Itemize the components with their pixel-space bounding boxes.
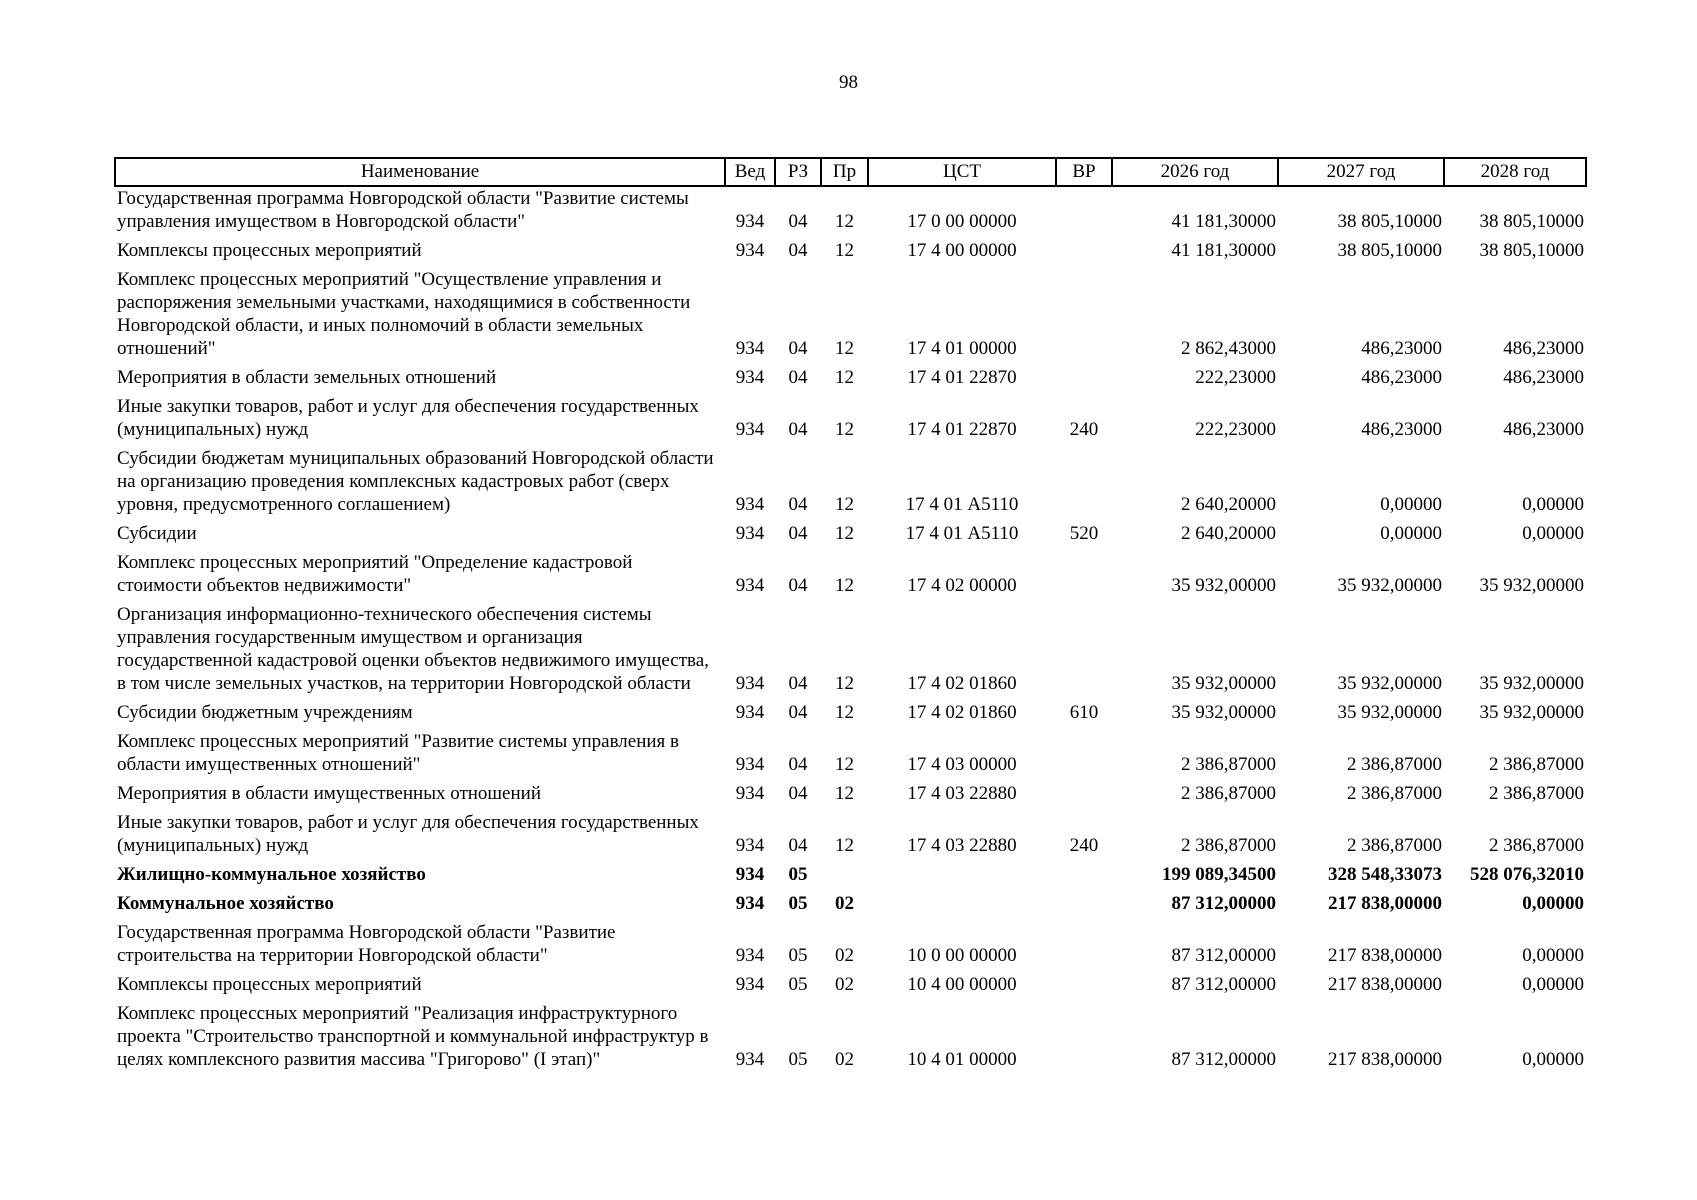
row-pr: 12: [835, 523, 854, 544]
header-2026: 2026 год: [1112, 158, 1278, 186]
row-2028: 486,23000: [1503, 367, 1584, 388]
header-ved: Вед: [725, 158, 775, 186]
table-row: [115, 447, 1586, 522]
row-2027: 486,23000: [1361, 419, 1442, 440]
row-2026: 2 862,43000: [1181, 338, 1276, 359]
row-name: Государственная программа Новгородской области "Развитие системы управления имуществом в Новгородской области": [117, 188, 689, 232]
row-ved: 934: [735, 494, 765, 515]
row-ved: 934: [735, 835, 765, 856]
table-row: [115, 782, 1586, 811]
row-pr: 12: [835, 673, 854, 694]
header-rz: РЗ: [775, 158, 821, 186]
table-row: [115, 186, 1586, 239]
row-2027: 38 805,10000: [1337, 240, 1442, 261]
row-2027: 486,23000: [1361, 338, 1442, 359]
page-number: 98: [839, 72, 858, 93]
row-2027: 217 838,00000: [1328, 974, 1442, 995]
row-name: Государственная программа Новгородской области "Развитие строительства на территории Новгородской области": [117, 922, 616, 966]
row-vr: [1056, 730, 1112, 782]
row-vr: 610: [1069, 702, 1099, 723]
row-2028: 486,23000: [1503, 338, 1584, 359]
row-cst: 17 4 03 22880: [907, 835, 1017, 856]
row-pr: 12: [835, 338, 854, 359]
row-ved: 934: [735, 367, 765, 388]
table-row: [115, 551, 1586, 603]
row-2027: 35 932,00000: [1337, 673, 1442, 694]
row-cst: 17 0 00 00000: [907, 211, 1017, 232]
row-pr: 12: [835, 783, 854, 804]
row-ved: 934: [735, 338, 765, 359]
row-2026: 35 932,00000: [1171, 673, 1276, 694]
row-vr: [1056, 603, 1112, 701]
row-name: Иные закупки товаров, работ и услуг для обеспечения государственных (муниципальных) нужд: [117, 396, 699, 440]
row-ved: 934: [735, 974, 765, 995]
row-rz: 04: [788, 575, 808, 596]
row-2028: 35 932,00000: [1479, 575, 1584, 596]
row-name: Жилищно-коммунальное хозяйство: [117, 864, 426, 885]
row-2027: 217 838,00000: [1328, 1049, 1442, 1070]
row-cst: 17 4 01 А5110: [905, 494, 1019, 515]
header-name: Наименование: [115, 158, 725, 186]
row-2027: 217 838,00000: [1328, 893, 1442, 914]
table-row: [115, 863, 1586, 892]
row-cst: 17 4 01 А5110: [905, 523, 1019, 544]
row-2026: 222,23000: [1195, 367, 1276, 388]
row-name: Коммунальное хозяйство: [117, 893, 334, 914]
row-pr: 02: [835, 974, 854, 995]
table-body: [115, 186, 1586, 1077]
row-2026: 35 932,00000: [1171, 702, 1276, 723]
row-2028: 2 386,87000: [1489, 754, 1584, 775]
row-name: Субсидии: [117, 523, 197, 544]
row-rz: 04: [788, 494, 808, 515]
row-ved: 934: [735, 523, 765, 544]
row-rz: 04: [788, 523, 808, 544]
row-vr: 240: [1069, 835, 1099, 856]
row-2028: 0,00000: [1522, 945, 1584, 966]
row-cst: 10 4 00 00000: [907, 974, 1017, 995]
row-pr: 12: [835, 211, 854, 232]
row-2028: 0,00000: [1522, 893, 1584, 914]
row-vr: 520: [1069, 523, 1099, 544]
row-rz: 05: [788, 893, 808, 914]
row-2027: 217 838,00000: [1328, 945, 1442, 966]
row-name: Организация информационно-технического обеспечения системы управления государственным имуществом и организация государственной кадастровой оценки объектов недвижимого имущества, в том числе земельных участков, на территории Новгородской области: [117, 604, 709, 694]
row-rz: 04: [788, 835, 808, 856]
row-vr: [1056, 447, 1112, 522]
row-2028: 486,23000: [1503, 419, 1584, 440]
row-ved: 934: [735, 673, 765, 694]
row-2026: 87 312,00000: [1171, 974, 1276, 995]
row-ved: 934: [735, 211, 765, 232]
row-pr: 12: [835, 702, 854, 723]
table-row: [115, 973, 1586, 1002]
row-2026: 87 312,00000: [1171, 945, 1276, 966]
row-rz: 04: [788, 754, 808, 775]
table-row: [115, 522, 1586, 551]
row-ved: 934: [735, 864, 765, 885]
row-pr: 12: [835, 575, 854, 596]
row-cst: 17 4 03 00000: [907, 754, 1017, 775]
header-vr: ВР: [1056, 158, 1112, 186]
row-ved: 934: [735, 945, 765, 966]
row-pr: 02: [835, 945, 854, 966]
header-2027: 2027 год: [1278, 158, 1444, 186]
row-2027: 2 386,87000: [1347, 754, 1442, 775]
row-ved: 934: [735, 754, 765, 775]
row-2028: 38 805,10000: [1479, 211, 1584, 232]
header-cst: ЦСТ: [868, 158, 1056, 186]
row-cst: 17 4 02 01860: [907, 702, 1017, 723]
row-2027: 35 932,00000: [1337, 702, 1442, 723]
row-vr: 240: [1069, 419, 1099, 440]
row-2027: 2 386,87000: [1347, 783, 1442, 804]
row-2027: 328 548,33073: [1328, 864, 1442, 885]
row-name: Субсидии бюджетам муниципальных образований Новгородской области на организацию проведения комплексных кадастровых работ (сверх уровня, предусмотренного соглашением): [117, 448, 714, 515]
row-rz: 05: [788, 864, 808, 885]
table-header-row: [115, 158, 1586, 186]
row-2028: 35 932,00000: [1479, 702, 1584, 723]
row-pr: 12: [835, 367, 854, 388]
row-cst: [868, 863, 1056, 892]
row-2028: 2 386,87000: [1489, 783, 1584, 804]
row-name: Субсидии бюджетным учреждениям: [117, 702, 413, 723]
row-pr: 12: [835, 240, 854, 261]
row-pr: 12: [835, 419, 854, 440]
row-ved: 934: [735, 783, 765, 804]
row-2026: 2 640,20000: [1181, 523, 1276, 544]
table-row: [115, 366, 1586, 395]
row-ved: 934: [735, 240, 765, 261]
row-vr: [1056, 863, 1112, 892]
table-row: [115, 268, 1586, 366]
row-2028: 528 076,32010: [1470, 864, 1584, 885]
row-2027: 0,00000: [1380, 494, 1442, 515]
row-cst: 17 4 01 22870: [907, 419, 1017, 440]
row-name: Мероприятия в области имущественных отношений: [117, 783, 541, 804]
row-2028: 0,00000: [1522, 494, 1584, 515]
row-2026: 2 386,87000: [1181, 835, 1276, 856]
table-row: [115, 1002, 1586, 1077]
row-2026: 2 640,20000: [1181, 494, 1276, 515]
row-rz: 05: [788, 945, 808, 966]
row-rz: 04: [788, 240, 808, 261]
table-row: [115, 892, 1586, 921]
row-name: Комплексы процессных мероприятий: [117, 974, 422, 995]
header-2028: 2028 год: [1444, 158, 1586, 186]
row-cst: 17 4 01 22870: [907, 367, 1017, 388]
row-cst: 10 0 00 00000: [907, 945, 1017, 966]
row-ved: 934: [735, 702, 765, 723]
row-name: Мероприятия в области земельных отношений: [117, 367, 497, 388]
row-vr: [1056, 366, 1112, 395]
table-row: [115, 921, 1586, 973]
row-ved: 934: [735, 1049, 765, 1070]
row-pr: [821, 863, 868, 892]
row-cst: 17 4 03 22880: [907, 783, 1017, 804]
row-rz: 04: [788, 419, 808, 440]
row-2026: 2 386,87000: [1181, 783, 1276, 804]
row-cst: 17 4 02 01860: [907, 673, 1017, 694]
row-name: Комплекс процессных мероприятий "Развитие системы управления в области имущественных отношений": [117, 731, 680, 775]
row-2028: 0,00000: [1522, 1049, 1584, 1070]
table-row: [115, 239, 1586, 268]
row-2027: 0,00000: [1380, 523, 1442, 544]
row-vr: [1056, 973, 1112, 1002]
row-2028: 0,00000: [1522, 523, 1584, 544]
row-2027: 2 386,87000: [1347, 835, 1442, 856]
row-ved: 934: [735, 893, 765, 914]
row-name: Комплекс процессных мероприятий "Реализация инфраструктурного проекта "Строительство транспортной и коммунальной инфраструктур в целях комплексного развития массива "Григорово" (I этап)": [117, 1003, 709, 1070]
row-cst: 17 4 00 00000: [907, 240, 1017, 261]
row-rz: 04: [788, 211, 808, 232]
row-pr: 02: [835, 1049, 854, 1070]
row-cst: 10 4 01 00000: [907, 1049, 1017, 1070]
row-2027: 38 805,10000: [1337, 211, 1442, 232]
row-2027: 35 932,00000: [1337, 575, 1442, 596]
budget-table: [114, 157, 1587, 1077]
row-rz: 05: [788, 1049, 808, 1070]
row-pr: 12: [835, 494, 854, 515]
row-2026: 87 312,00000: [1171, 1049, 1276, 1070]
row-rz: 04: [788, 367, 808, 388]
row-vr: [1056, 921, 1112, 973]
row-2027: 486,23000: [1361, 367, 1442, 388]
row-2026: 87 312,00000: [1171, 893, 1276, 914]
row-2026: 2 386,87000: [1181, 754, 1276, 775]
row-name: Иные закупки товаров, работ и услуг для обеспечения государственных (муниципальных) нужд: [117, 812, 699, 856]
row-vr: [1056, 551, 1112, 603]
table-row: [115, 701, 1586, 730]
row-ved: 934: [735, 575, 765, 596]
table-row: [115, 603, 1586, 701]
row-name: Комплексы процессных мероприятий: [117, 240, 422, 261]
table-row: [115, 811, 1586, 863]
row-2028: 2 386,87000: [1489, 835, 1584, 856]
row-rz: 04: [788, 338, 808, 359]
row-cst: 17 4 02 00000: [907, 575, 1017, 596]
row-2026: 35 932,00000: [1171, 575, 1276, 596]
row-rz: 04: [788, 673, 808, 694]
row-name: Комплекс процессных мероприятий "Осуществление управления и распоряжения земельными участками, находящимися в собственности Новгородской области, и иных полномочий в области земельных отношений": [117, 269, 691, 359]
row-2028: 38 805,10000: [1479, 240, 1584, 261]
row-ved: 934: [735, 419, 765, 440]
table-row: [115, 730, 1586, 782]
row-vr: [1056, 239, 1112, 268]
row-vr: [1056, 782, 1112, 811]
row-rz: 04: [788, 783, 808, 804]
row-2026: 41 181,30000: [1171, 211, 1276, 232]
row-vr: [1056, 1002, 1112, 1077]
header-pr: Пр: [821, 158, 868, 186]
row-cst: [868, 892, 1056, 921]
row-cst: 17 4 01 00000: [907, 338, 1017, 359]
table-row: [115, 395, 1586, 447]
row-2026: 41 181,30000: [1171, 240, 1276, 261]
row-vr: [1056, 268, 1112, 366]
row-rz: 04: [788, 702, 808, 723]
row-pr: 12: [835, 835, 854, 856]
row-2028: 0,00000: [1522, 974, 1584, 995]
row-vr: [1056, 186, 1112, 239]
row-vr: [1056, 892, 1112, 921]
row-name: Комплекс процессных мероприятий "Определение кадастровой стоимости объектов недвижимости": [117, 552, 633, 596]
row-pr: 02: [835, 893, 854, 914]
row-2026: 222,23000: [1195, 419, 1276, 440]
row-pr: 12: [835, 754, 854, 775]
row-2028: 35 932,00000: [1479, 673, 1584, 694]
row-2026: 199 089,34500: [1162, 864, 1276, 885]
row-rz: 05: [788, 974, 808, 995]
